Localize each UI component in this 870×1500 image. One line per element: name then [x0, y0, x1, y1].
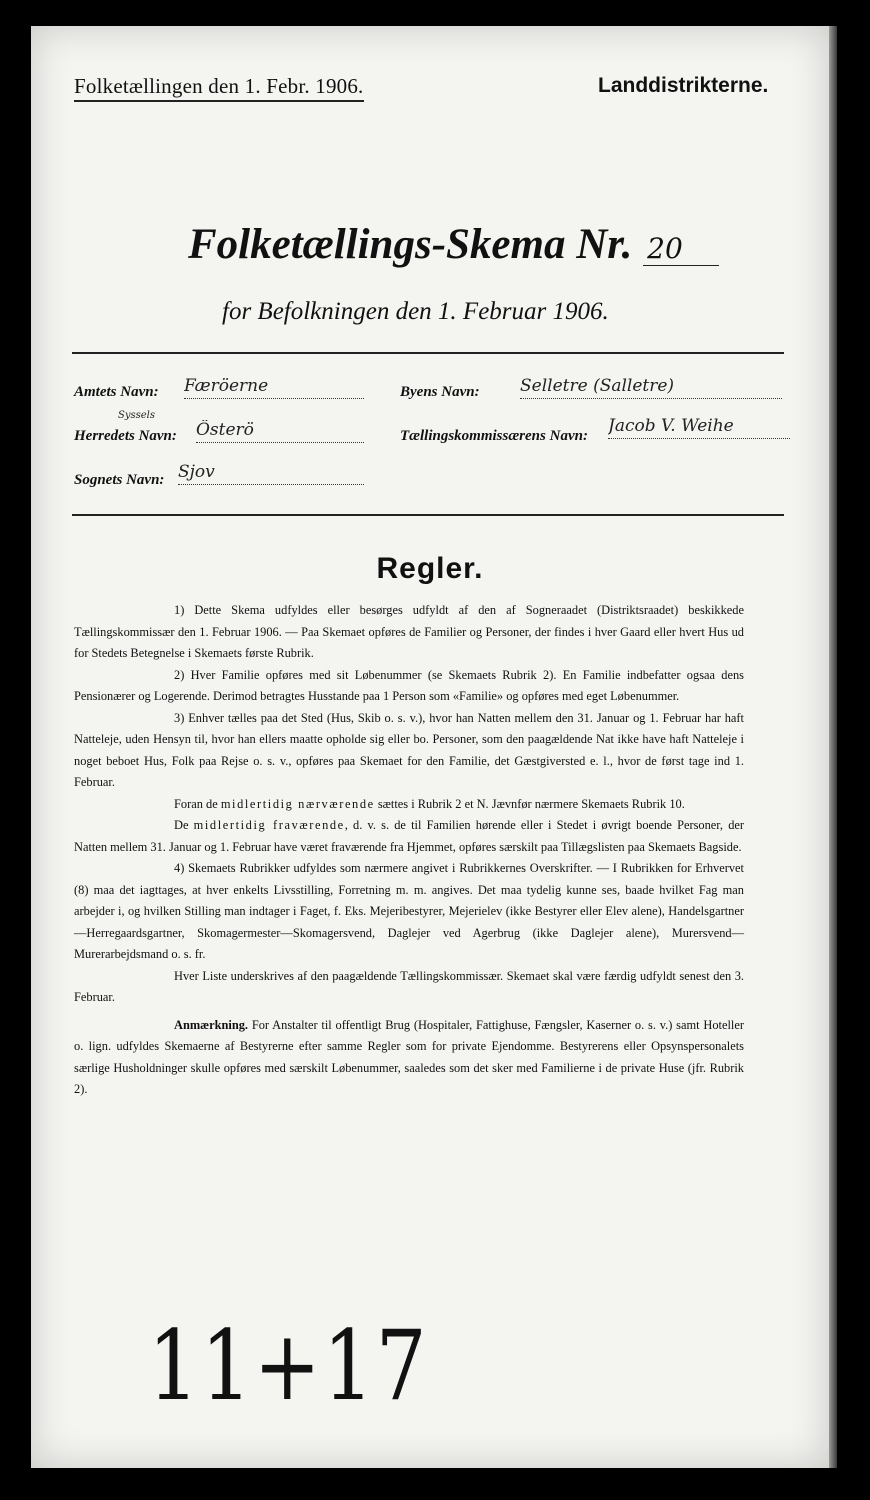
amt-value: Færöerne: [184, 376, 364, 399]
kommissaer-label: Tællingskommissærens Navn:: [400, 428, 588, 444]
rule-paragraph-1: 1) Dette Skema udfyldes eller besørges udfyldt af den af Sogneraadet (Distriktsraadet) beskikkede Tællingskommissær den 1. Februar 1906. — Paa Skemaet opføres de Familier og Personer, der findes i hver Gaard eller hvert Hus ud for Stedets Betegnelse i Skemaets første Rubrik.: [74, 603, 744, 660]
rule-paragraph-4-b: sættes i Rubrik 2 et N. Jævnfør nærmere Skemaets Rubrik 10.: [374, 796, 685, 811]
sogn-value: Sjov: [178, 462, 364, 485]
rule-paragraph-5-b: , d. v. s. de til Familien hørende eller i Stedet i øvrigt boende Personer, der Natten mellem 31. Januar og 1. Februar have været fraværende fra Hjemmet, opføres særskilt paa Tillægslisten paa Skemaets Bagside.: [74, 818, 745, 854]
herred-value: Österö: [196, 420, 364, 443]
rule-paragraph-4-spaced: midlertidig nærværende: [220, 796, 375, 811]
kommissaer-value: Jacob V. Weihe: [608, 416, 790, 439]
form-title: [188, 220, 719, 269]
rules-body: [74, 600, 744, 1101]
herred-label: Herredets Navn:: [74, 428, 177, 444]
divider-bottom: [72, 514, 784, 516]
rule-paragraph-3: 3) Enhver tælles paa det Sted (Hus, Skib o. s. v.), hvor han Natten mellem den 31. Januar og 1. Februar har haft Natteleje, uden Hensyn til, hvor han ellers maatte opholde sig eller bo. Personer, som den paagældende Nat ikke have haft Natteleje i noget beboet Hus, Folk paa Rejse o. s. v., opføres paa Skemaet for den Familie, det Gæstgiversted e. l., hvor de først tage ind 1. Februar.: [74, 710, 744, 789]
form-subtitle: for Befolkningen den 1. Februar 1906.: [222, 298, 609, 325]
rule-paragraph-6: 4) Skemaets Rubrikker udfyldes som nærmere angivet i Rubrikkernes Overskrifter. — I Rubrikken for Erhvervet (8) maa det iagttages, at hver enkelts Livsstilling, Forretning m. m. angives. Det maa tydelig kunne ses, baade hvilket Fag man arbejder i, og hvilken Stilling man indtager i Faget, f. Eks. Mejeribestyrer, Mejerielev (ikke Bestyrer eller Elev alene), Handelsgartner—Herregaardsgartner, Skomagermester—Skomagersvend, Daglejer ved Agerbrug (ikke Daglejer alene), Murersvend—Murerarbejdsmand o. s. fr.: [74, 861, 744, 961]
rule-annotation-title: Anmærkning.: [174, 1017, 249, 1032]
rule-paragraph-5-a: De: [174, 818, 194, 832]
divider-top: [72, 352, 784, 354]
rule-annotation-text: For Anstalter til offentligt Brug (Hospitaler, Fattighuse, Fængsler, Kaserner o. s. v.) samt Hoteller o. lign. udfyldes Skemaerne af Bestyrerne efter samme Regler som for private Ejendomme. Bestyrerens eller Opsynspersonalets særlige Husholdninger skulle opføres med særskilt Løbenummer, saaledes som det sker med Familierne i de private Huse (jfr. Rubrik 2).: [74, 1017, 744, 1096]
rule-paragraph-7: Hver Liste underskrives af den paagældende Tællingskommissær. Skemaet skal være færdig udfyldt senest den 3. Februar.: [74, 968, 744, 1004]
rule-paragraph-5: [74, 815, 744, 858]
rule-paragraph-4-a: Foran de: [174, 796, 221, 811]
sogn-label: Sognets Navn:: [74, 472, 165, 488]
rule-paragraph-2: 2) Hver Familie opføres med sit Løbenummer (se Skemaets Rubrik 2). En Familie indbefatter ogsaa dens Pensionærer og Logerende. Derimod betragtes Husstande paa 1 Person som «Familie» og opføres med eget Løbenummer.: [74, 667, 744, 703]
handwritten-tally: 11+17: [148, 1310, 429, 1422]
page-edge: [829, 26, 837, 1468]
form-title-text: Folketællings-Skema Nr.: [188, 221, 633, 268]
rules-heading: Regler.: [376, 552, 484, 585]
rule-paragraph-4: [74, 794, 744, 816]
header-district-type: Landdistrikterne.: [598, 74, 769, 97]
amt-label: Amtets Navn:: [74, 384, 159, 400]
syssel-note: Syssels: [118, 410, 156, 421]
rule-annotation: [74, 1015, 744, 1101]
rule-paragraph-5-spaced: midlertidig fraværende: [193, 818, 345, 832]
by-value: Selletre (Salletre): [520, 376, 782, 399]
form-number: 20: [643, 232, 719, 266]
header-census-date: Folketællingen den 1. Febr. 1906.: [74, 74, 364, 102]
by-label: Byens Navn:: [400, 384, 480, 400]
